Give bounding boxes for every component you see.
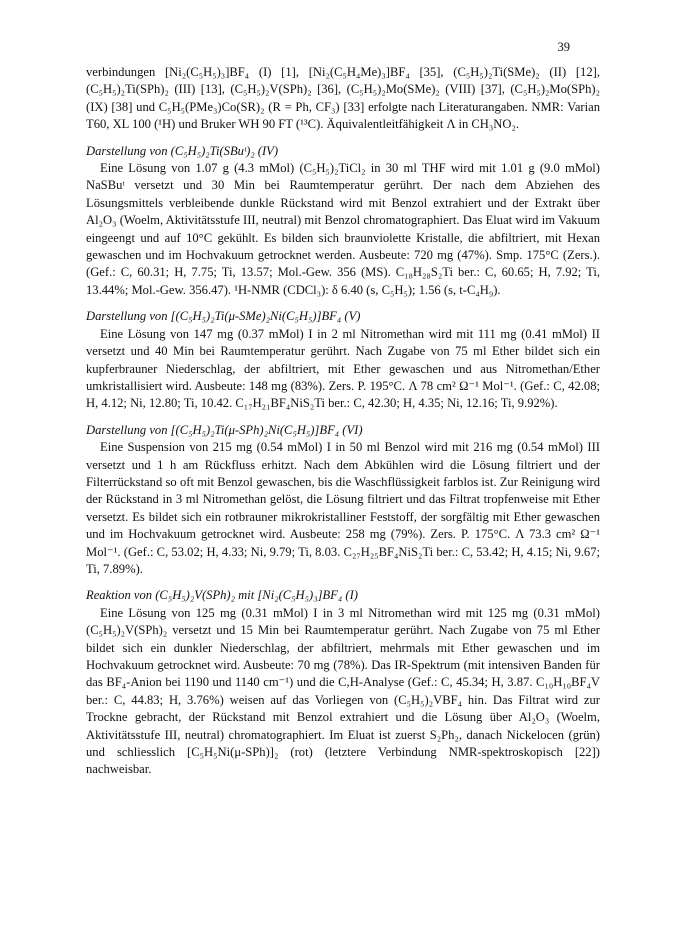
page-body (86, 64, 600, 779)
section-paragraph: Eine Lösung von 147 mg (0.37 mMol) I in 2 ml Nitromethan wird mit 111 mg (0.41 mMol) II versetzt und 40 Min bei Raumtemperatur gerührt. Nach Zugabe von 75 ml Ether bildet sich ein kupferbrauner Niederschlag, der abfiltriert, mit Ether gewaschen und aus Nitromethan/Ether umkristallisiert wird. Ausbeute: 148 mg (83%). Zers. P. 195°C. Λ 78 cm² Ω⁻¹ Mol⁻¹. (Gef.: C, 42.08; H, 4.12; Ni, 12.80; Ti, 10.42. C₁₇H₂₁BF₄NiS₂Ti ber.: C, 42.30; H, 4.35; Ni, 12.16; Ti, 9.92%). (86, 326, 600, 411)
section-heading: Darstellung von [(C₅H₅)₂Ti(μ-SPh)₂Ni(C₅H₅)]BF₄ (VI) (86, 422, 363, 437)
section-heading: Darstellung von (C₅H₅)₂Ti(SBuᵗ)₂ (IV) (86, 143, 279, 158)
page-number: 39 (557, 40, 570, 54)
section-heading: Darstellung von [(C₅H₅)₂Ti(μ-SMe)₂Ni(C₅H₅)]BF₄ (V) (86, 309, 361, 324)
section-heading: Reaktion von (C₅H₅)₂V(SPh)₂ mit [Ni₂(C₅H₅)₃]BF₄ (I) (86, 588, 358, 603)
section-paragraph: Eine Lösung von 1.07 g (4.3 mMol) (C₅H₅)₂TiCl₂ in 30 ml THF wird mit 1.01 g (9.0 mMol) NaSBuᵗ versetzt und 30 Min bei Raumtemperatur gerührt. Der nach dem Abziehen des Lösungsmittels verbleibende dunkle Rückstand wird mit Benzol extrahiert und der Extrakt über Al₂O₃ (Woelm, Aktivitätsstufe III, neutral) mit Benzol chromatographiert. Das Eluat wird im Vakuum eingeengt und auf 10°C gekühlt. Es bilden sich braunviolette Kristalle, die abfiltriert, mit Hexan gewaschen und im Hochvakuum getrocknet werden. Ausbeute: 720 mg (47%). Smp. 175°C (Zers.). (Gef.: C, 60.31; H, 7.75; Ti, 13.57; Mol.-Gew. 356 (MS). C₁₈H₂₈S₂Ti ber.: C, 60.65; H, 7.92; Ti, 13.44%; Mol.-Gew. 356.47). ¹H-NMR (CDCl₃): δ 6.40 (s, C₅H₅); 1.56 (s, t-C₄H₉). (86, 161, 600, 297)
section-paragraph: Eine Suspension von 215 mg (0.54 mMol) I in 50 ml Benzol wird mit 216 mg (0.54 mMol) III versetzt und 1 h am Rückfluss erhitzt. Nach dem Abkühlen wird die Lösung filtriert und der Filterrückstand so oft mit Benzol gewaschen, bis die Waschflüssigkeit farblos ist. Zur Reinigung wird der Rückstand in 3 ml Nitromethan gelöst, die Lösung filtriert und das Filtrat tropfenweise mit Ether versetzt. Es bildet sich ein rotbrauner mikrokristalliner Feststoff, der sorgfältig mit Ether gewaschen und im Hochvakuum getrocknet wird. Ausbeute: 258 mg (79%). Zers. P. 175°C. Λ 73.3 cm² Ω⁻¹ Mol⁻¹. (Gef.: C, 53.02; H, 4.33; Ni, 9.79; Ti, 8.03. C₂₇H₂₅BF₄NiS₂Ti ber.: C, 53.42; H, 4.15; Ni, 9.67; Ti, 7.89%). (86, 440, 600, 576)
intro-paragraph: verbindungen [Ni₂(C₅H₅)₃]BF₄ (I) [1], [Ni₂(C₅H₄Me)₃]BF₄ [35], (C₅H₅)₂Ti(SMe)₂ (II) [12], (C₅H₅)₂Ti(SPh)₂ (III) [13], (C₅H₅)₂V(SPh)₂ [36], (C₅H₅)₂Mo(SMe)₂ (VIII) [37], (C₅H₅)₂Mo(SPh)₂ (IX) [38] und C₅H₅(PMe₃)Co(SR)₂ (R = Ph, CF₃) [33] erfolgte nach Literaturangaben. NMR: Varian T60, XL 100 (¹H) und Bruker WH 90 FT (¹³C). Äquivalentleitfähigkeit Λ in CH₃NO₂. (86, 65, 600, 132)
section-paragraph: Eine Lösung von 125 mg (0.31 mMol) I in 3 ml Nitromethan wird mit 125 mg (0.31 mMol) (C₅H₅)₂V(SPh)₂ versetzt und 15 Min bei Raumtemperatur gerührt. Nach Zugabe von 75 ml Ether bildet sich ein dunkler Niederschlag, der abfiltriert, mehrmals mit Ether gewaschen und im Hochvakuum getrocknet wird. Ausbeute: 70 mg (78%). Das IR-Spektrum (mit intensiven Banden für das BF₄-Anion bei 1190 und 1140 cm⁻¹) und die C,H-Analyse (Gef.: C, 45.34; H, 3.87. C₁₀H₁₀BF₄V ber.: C, 44.83; H, 3.76%) weisen auf das Vorliegen von (C₅H₅)₂VBF₄ hin. Das Filtrat wird zur Trockne gebracht, der Rückstand mit Benzol extrahiert und die Lösung über Al₂O₃ (Woelm, Aktivitätsstufe III, neutral) chromatographiert. Im Eluat ist zuerst S₂Ph₂, danach Nickelocen (grün) und schliesslich [C₅H₅Ni(μ-SPh)]₂ (rot) (letztere Verbindung NMR-spektroskopisch [22]) nachweisbar. (86, 605, 600, 777)
